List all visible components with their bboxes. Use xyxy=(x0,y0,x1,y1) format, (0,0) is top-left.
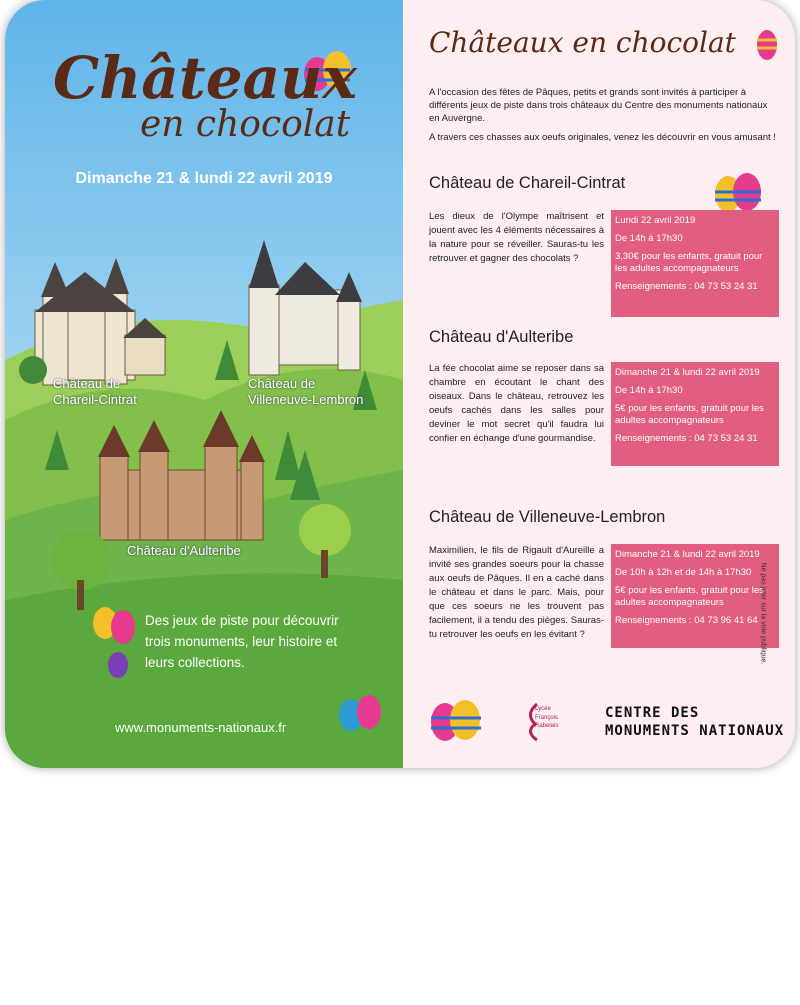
info-hours: De 10h à 12h et de 14h à 17h30 xyxy=(615,567,752,578)
castle-desc-villeneuve: Maximilien, le fils de Rigault d'Aureille a invité ses grandes soeurs pour la chasse aux oeufs de Pâques. Il en a caché dans le château et dans le parc. Mais, pour que ces soeurs ne les trouvent pas facilement, il a tendu des pièges. Sauras-tu retrouver les oeufs en les évitant ? xyxy=(429,545,604,640)
event-date: Dimanche 21 & lundi 22 avril 2019 xyxy=(75,170,333,187)
flyer-reflection xyxy=(5,768,795,1005)
flyer-info xyxy=(403,0,795,768)
label-chareil: Château de Chareil-Cintrat xyxy=(53,376,137,407)
vertical-note xyxy=(759,540,792,690)
easter-egg-icon xyxy=(755,28,779,62)
intro-paragraph-2: A travers ces chasses aux oeufs originales, venez les découvrir en vous amusant ! xyxy=(429,132,776,143)
website-link[interactable]: www.monuments-nationaux.fr xyxy=(115,720,287,735)
cover-title: Châteaux xyxy=(53,44,357,112)
tagline: Des jeux de piste pour découvrir trois monuments, leur histoire et leurs collections. xyxy=(145,613,339,670)
castle-info-chareil xyxy=(611,210,779,317)
info-price: 3,30€ pour les enfants, gratuit pour les adultes accompagnateurs xyxy=(615,251,763,274)
easter-egg-icon xyxy=(713,172,763,214)
intro-paragraph-1: A l'occasion des fêtes de Pâques, petits et grands sont invités à participer à différents jeux de piste dans trois châteaux du Centre des monuments nationaux en Auvergne. xyxy=(429,87,768,124)
castle-title-chareil: Château de Chareil-Cintrat xyxy=(429,174,626,192)
info-date: Lundi 22 avril 2019 xyxy=(615,215,696,226)
info-phone: Renseignements : 04 73 53 24 31 xyxy=(615,433,758,444)
label-aulteribe: Château d'Aulteribe xyxy=(127,543,241,558)
info-title: Châteaux en chocolat xyxy=(429,26,736,59)
lycee-logo-text: Lycée xyxy=(535,706,551,712)
info-price: 5€ pour les enfants, gratuit pour les adultes accompagnateurs xyxy=(615,403,764,426)
info-date: Dimanche 21 & lundi 22 avril 2019 xyxy=(615,367,760,378)
castle-desc-chareil: Les dieux de l'Olympe maîtrisent et jouent avec les 4 éléments nécessaires à la nature pour se réveiller. Sauras-tu les retrouver et gagner des chocolats ? xyxy=(429,211,604,264)
castle-info-aulteribe xyxy=(611,362,779,466)
info-price: 5€ pour les enfants, gratuit pour les adultes accompagnateurs xyxy=(615,585,764,608)
cmn-logo xyxy=(605,704,784,740)
cmn-logo-line1: CENTRE DES xyxy=(605,705,700,721)
cmn-logo-line2: MONUMENTS NATIONAUX xyxy=(605,723,785,739)
lycee-logo-text: François xyxy=(535,715,559,721)
info-phone: Renseignements : 04 73 53 24 31 xyxy=(615,281,758,292)
vertical-note-text: Ne pas jeter sur la voie publique. xyxy=(759,562,767,665)
easter-egg-logo-icon xyxy=(429,698,483,744)
info-date: Dimanche 21 & lundi 22 avril 2019 xyxy=(615,549,760,560)
castle-title-aulteribe: Château d'Aulteribe xyxy=(429,328,574,346)
castle-desc-aulteribe: La fée chocolat aime se reposer dans sa chambre en écoutant le chant des oiseaux. Dans le château, retrouvez les oeufs cachés dans les salles pour deviner le mot secret qu'il faudra lui confier en échange d'une gourmandise. xyxy=(429,363,604,444)
lycee-logo xyxy=(523,698,573,750)
info-hours: De 14h à 17h30 xyxy=(615,233,683,244)
castle-info-villeneuve xyxy=(611,544,779,648)
castle-title-villeneuve: Château de Villeneuve-Lembron xyxy=(429,508,666,526)
flyer xyxy=(5,0,795,768)
info-hours: De 14h à 17h30 xyxy=(615,385,683,396)
intro-text xyxy=(429,86,777,144)
label-villeneuve: Château de Villeneuve-Lembron xyxy=(248,376,364,407)
info-phone: Renseignements : 04 73 96 41 64 xyxy=(615,615,758,626)
flyer-cover xyxy=(5,0,403,768)
lycee-logo-text: Rabelais xyxy=(535,723,559,729)
cover-subtitle: en chocolat xyxy=(140,104,351,145)
